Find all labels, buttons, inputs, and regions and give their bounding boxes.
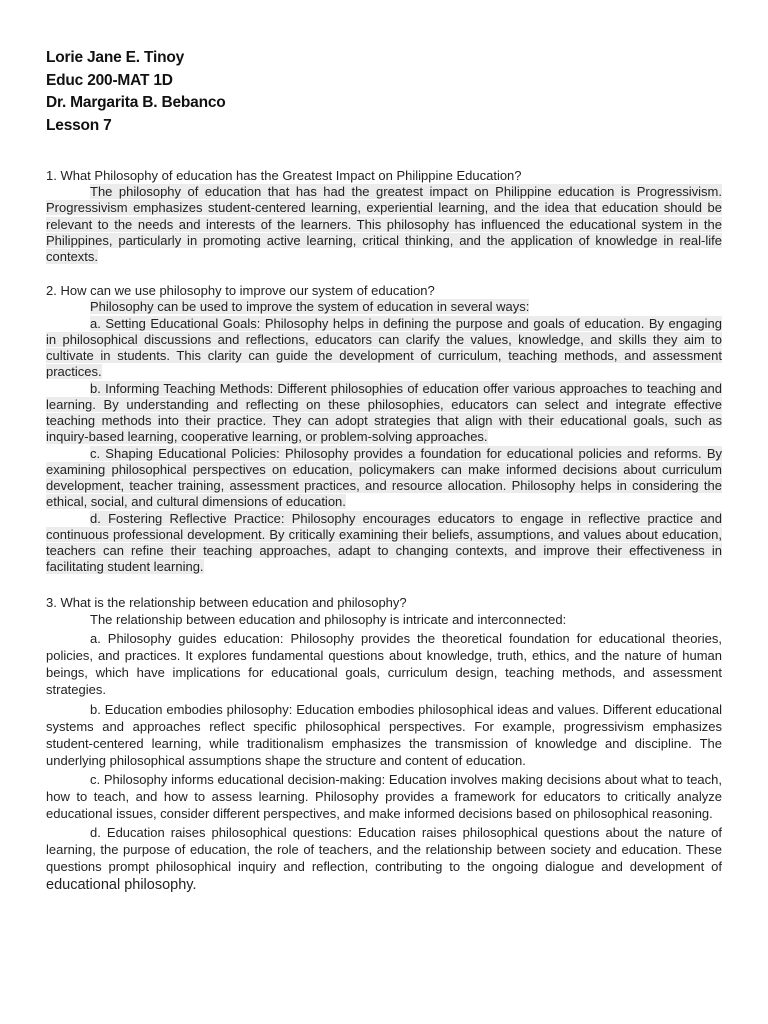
question-2-item-c: c. Shaping Educational Policies: Philosophy provides a foundation for educational policies and reforms. By examining philosophical perspectives on education, policymakers can make informed decisions about curriculum development, teacher training, assessment practices, and resource allocation. Philosophy helps in considering the ethical, social, and cultural dimensions of education.: [46, 445, 722, 510]
question-3-item-a: a. Philosophy guides education: Philosophy provides the theoretical foundation for educational theories, policies, and practices. It explores fundamental questions about knowledge, truth, ethics, and the nature of human beings, which have implications for educational goals, curriculum design, teaching methods, and assessment strategies.: [46, 631, 722, 698]
question-2-text: 2. How can we use philosophy to improve our system of education?: [46, 283, 435, 298]
question-3-item-d: [46, 824, 722, 893]
question-3-section: [46, 594, 722, 894]
question-2-section: [46, 283, 722, 576]
instructor-name: Dr. Margarita B. Bebanco: [46, 94, 226, 111]
student-name: Lorie Jane E. Tinoy: [46, 49, 185, 66]
lesson-title: Lesson 7: [46, 116, 112, 134]
question-3-item-b: b. Education embodies philosophy: Education embodies philosophical ideas and values. Different educational systems and approaches reflect specific philosophical perspectives. For example, progressivism emphasizes student-centered learning, while traditionalism emphasizes the transmission of knowledge and discipline. The underlying philosophical assumptions shape the structure and content of education.: [46, 701, 722, 768]
question-1-section: [46, 168, 722, 265]
question-2-item-b: b. Informing Teaching Methods: Different philosophies of education offer various approaches to teaching and learning. By understanding and reflecting on these philosophies, educators can select and integrate effective teaching methods into their practice. They can adopt strategies that align with their educational goals, such as inquiry-based learning, cooperative learning, or problem-solving approaches.: [46, 380, 722, 445]
document-header: [46, 47, 226, 137]
question-1-text: 1. What Philosophy of education has the Greatest Impact on Philippine Education?: [46, 168, 522, 183]
question-2-intro: Philosophy can be used to improve the system of education in several ways:: [90, 299, 530, 315]
question-3-text: 3. What is the relationship between education and philosophy?: [46, 595, 407, 610]
question-3-item-c: c. Philosophy informs educational decision-making: Education involves making decisions about what to teach, how to teach, and how to assess learning. Philosophy provides a framework for educators to critically analyze educational issues, consider different perspectives, and make informed decisions based on philosophical reasoning.: [46, 771, 722, 822]
question-2-item-d: d. Fostering Reflective Practice: Philosophy encourages educators to engage in reflective practice and continuous professional development. By critically examining their beliefs, assumptions, and values about education, teachers can refine their teaching approaches, adapt to changing contexts, and improve their effectiveness in facilitating student learning.: [46, 510, 722, 575]
question-3-intro: The relationship between education and philosophy is intricate and interconnected:: [90, 612, 567, 628]
question-1-answer: The philosophy of education that has had the greatest impact on Philippine education is Progressivism. Progressivism emphasizes student-centered learning, experiential learning, and the idea that education should be relevant to the needs and interests of the learners. This philosophy has influenced the educational system in the Philippines, particularly in promoting active learning, critical thinking, and the application of knowledge in real-life contexts.: [46, 184, 722, 265]
course-code: Educ 200-MAT 1D: [46, 71, 173, 89]
question-2-item-a: a. Setting Educational Goals: Philosophy helps in defining the purpose and goals of education. By engaging in philosophical discussions and reflections, educators can clarify the values, knowledge, and skills they aim to cultivate in students. This clarity can guide the development of curriculum, teaching methods, and assessment practices.: [46, 315, 722, 380]
question-3-item-d-text: d. Education raises philosophical questions: Education raises philosophical questions about the nature of learning, the purpose of education, the role of teachers, and the relationship between society and education. These questions prompt philosophical inquiry and reflection, contributing to the ongoing dialogue and development of: [46, 825, 722, 875]
question-3-item-d-tail: educational philosophy.: [46, 876, 197, 893]
